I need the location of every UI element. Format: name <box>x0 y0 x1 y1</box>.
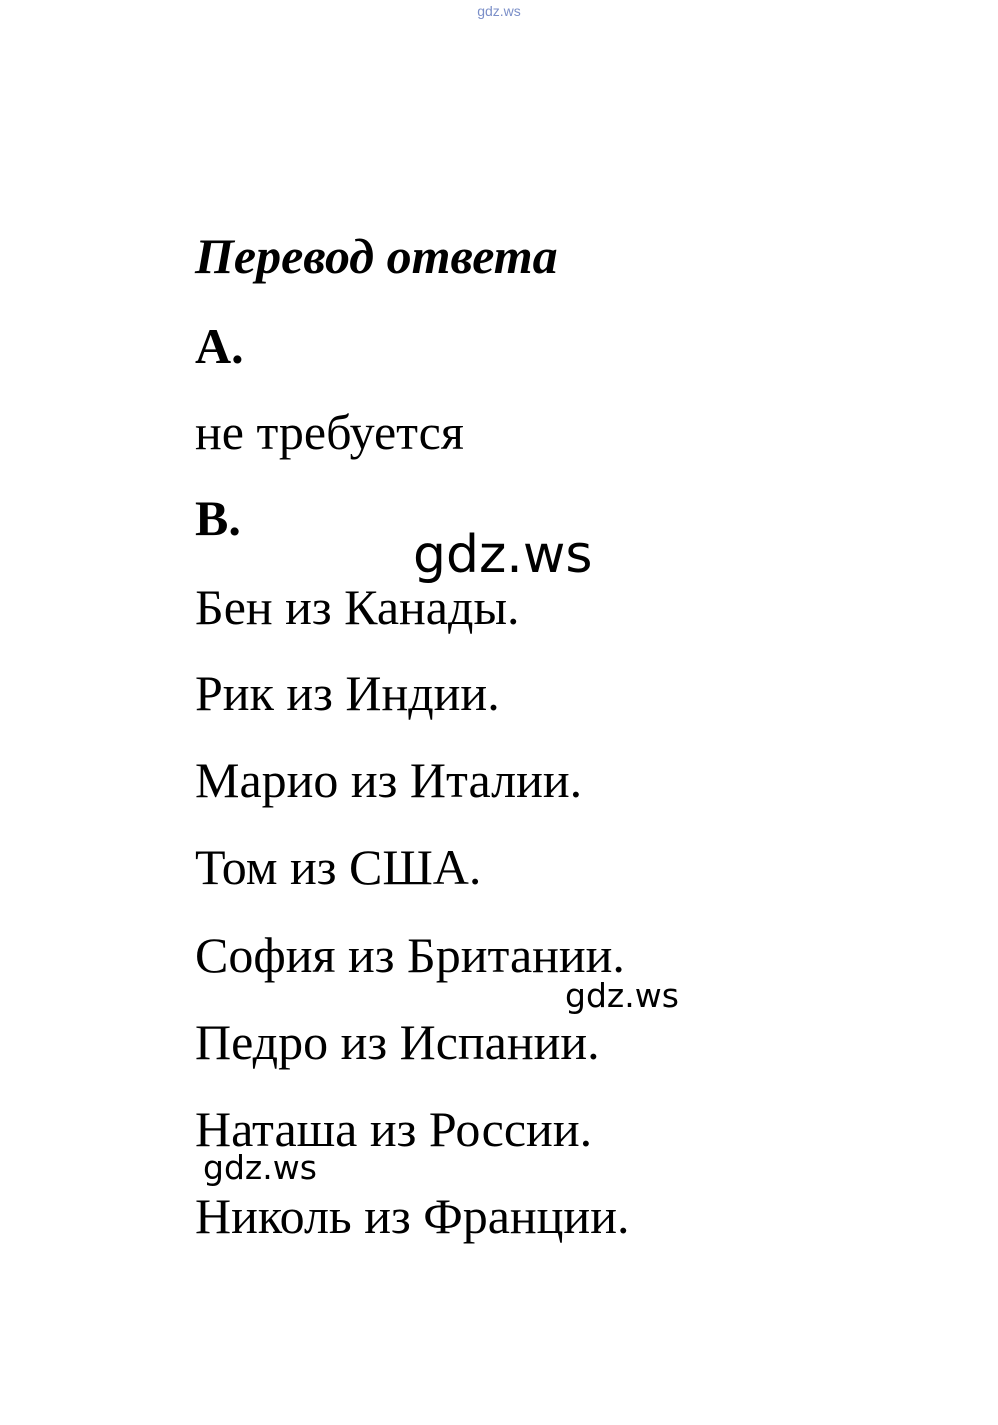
section-b-label: B. <box>195 490 241 546</box>
watermark: gdz.ws <box>413 525 593 585</box>
watermark: gdz.ws <box>203 1148 317 1187</box>
answer-line: София из Британии. <box>195 927 625 983</box>
watermark: gdz.ws <box>565 976 679 1015</box>
answer-line: Педро из Испании. <box>195 1014 600 1070</box>
section-a-label: A. <box>195 318 244 374</box>
answer-line: Николь из Франции. <box>195 1188 630 1244</box>
answer-line: Том из США. <box>195 839 482 895</box>
document-title: Перевод ответа <box>195 228 558 284</box>
answer-line: Рик из Индии. <box>195 665 500 721</box>
answer-line: Бен из Канады. <box>195 579 520 635</box>
site-link[interactable]: gdz.ws <box>477 3 521 19</box>
section-a-text: не требуется <box>195 404 464 460</box>
answer-line: Наташа из России. <box>195 1101 593 1157</box>
answer-line: Марио из Италии. <box>195 752 583 808</box>
